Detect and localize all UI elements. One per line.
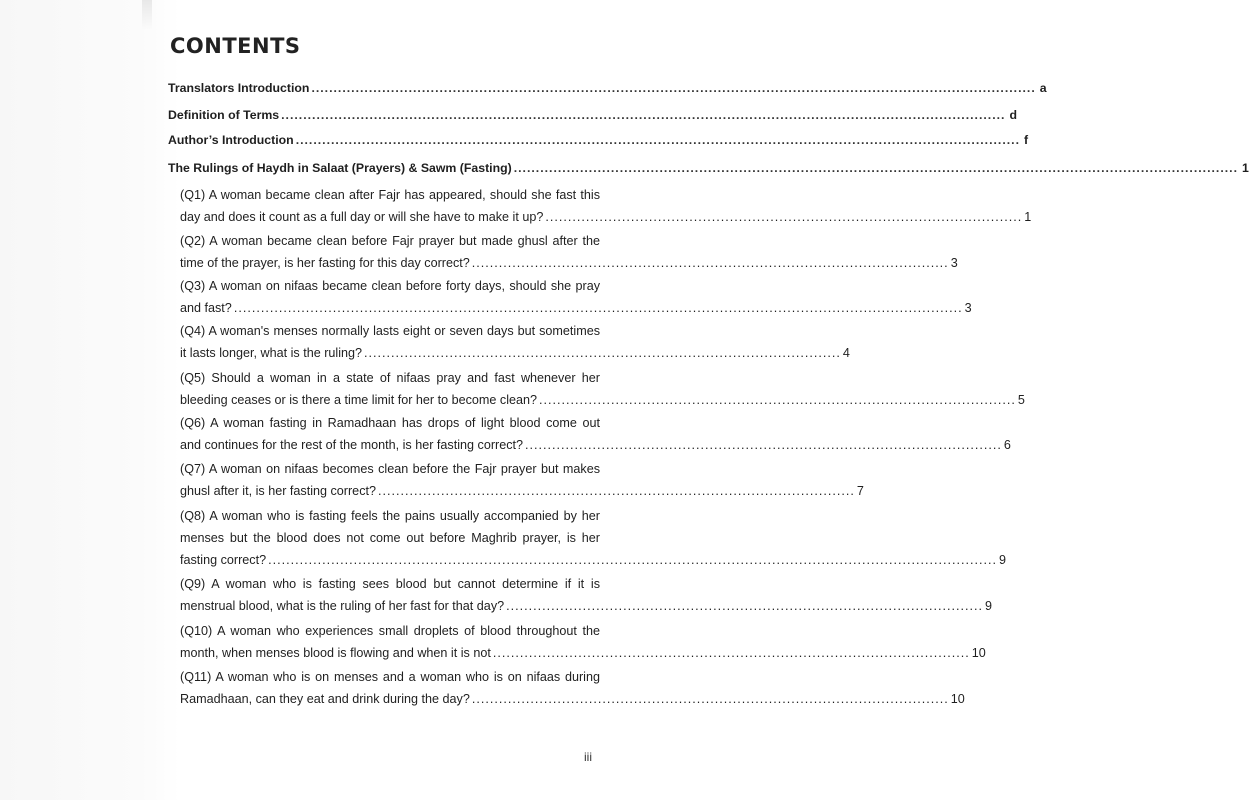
toc-entry-rulings-of-haydh <box>168 157 1249 179</box>
toc-question-q11 <box>180 666 965 710</box>
question-last-line <box>180 434 1011 456</box>
toc-page-number: 9 <box>985 599 993 613</box>
question-line: (Q8) A woman who is fasting feels the pains usually accompanied by her <box>180 509 600 523</box>
question-line: (Q1) A woman became clean after Fajr has appeared, should she fast this <box>180 188 600 202</box>
toc-page-number: 3 <box>950 256 958 270</box>
leader-dots: .......................................................................................................... <box>539 393 1016 407</box>
question-line: (Q6) A woman fasting in Ramadhaan has drops of light blood come out <box>180 416 600 430</box>
question-last-line <box>180 342 850 364</box>
leader-dots: .......................................................................................................... <box>525 438 1002 452</box>
question-last-line <box>180 480 864 502</box>
toc-entry-authors-introduction <box>168 129 1029 151</box>
toc-question-q7 <box>180 458 864 502</box>
toc-page-number: 10 <box>971 646 986 660</box>
page-edge-shadow <box>142 0 152 30</box>
question-last-line <box>180 595 993 617</box>
question-last-line <box>180 389 1025 411</box>
question-line-end: ghusl after it, is her fasting correct? <box>180 484 376 498</box>
question-line: (Q7) A woman on nifaas becomes clean before the Fajr prayer but makes <box>180 462 600 476</box>
question-line-end: menstrual blood, what is the ruling of her fast for that day? <box>180 599 505 613</box>
toc-page-number: a <box>1039 81 1047 95</box>
leader-dots: .................................................................................................................................................................... <box>281 108 1006 122</box>
leader-dots: .......................................................................................................... <box>471 256 949 270</box>
question-line: (Q10) A woman who experiences small droplets of blood throughout the <box>180 624 600 638</box>
leader-dots: .................................................................................................................................................................... <box>513 161 1239 175</box>
question-last-line <box>180 549 1006 571</box>
leader-dots: .......................................................................................................... <box>492 646 970 660</box>
toc-entry-definition-of-terms <box>168 104 1017 126</box>
leader-dots: .......................................................................................................... <box>471 692 949 706</box>
toc-question-q1 <box>180 184 1032 228</box>
toc-question-q8 <box>180 505 1006 571</box>
toc-question-q4 <box>180 320 850 364</box>
toc-question-q3 <box>180 275 972 319</box>
toc-page-number: 1 <box>1024 210 1032 224</box>
question-last-line <box>180 252 958 274</box>
leader-dots: .................................................................................................................................................................... <box>295 133 1020 147</box>
toc-page-number: f <box>1024 133 1029 147</box>
question-last-line <box>180 688 965 710</box>
question-line: (Q5) Should a woman in a state of nifaas pray and fast whenever her <box>180 371 600 385</box>
question-line: menses but the blood does not come out before Maghrib prayer, is her <box>180 531 600 545</box>
toc-page-number: 9 <box>998 553 1006 567</box>
leader-dots: .......................................................................................................... <box>545 210 1023 224</box>
leader-dots: .................................................................................................................................................................. <box>268 553 997 567</box>
question-last-line <box>180 206 1032 228</box>
leader-dots: .................................................................................................................................................................. <box>233 301 963 315</box>
question-line-end: and continues for the rest of the month, is her fasting correct? <box>180 438 524 452</box>
question-line: (Q9) A woman who is fasting sees blood but cannot determine if it is <box>180 577 600 591</box>
toc-question-q9 <box>180 573 993 617</box>
question-line: (Q4) A woman's menses normally lasts eight or seven days but sometimes <box>180 324 600 338</box>
question-line-end: Ramadhaan, can they eat and drink during the day? <box>180 692 470 706</box>
toc-page-number: 3 <box>964 301 972 315</box>
toc-entry-label: Definition of Terms <box>168 108 280 122</box>
toc-entry-label: Translators Introduction <box>168 81 310 95</box>
toc-question-q6 <box>180 412 1011 456</box>
toc-page-number: 7 <box>856 484 864 498</box>
question-line: (Q2) A woman became clean before Fajr prayer but made ghusl after the <box>180 234 600 248</box>
question-line-end: month, when menses blood is flowing and when it is not <box>180 646 491 660</box>
toc-entry-translators-introduction <box>168 77 1047 99</box>
leader-dots: .......................................................................................................... <box>364 346 841 360</box>
toc-question-q2 <box>180 230 958 274</box>
question-last-line <box>180 297 972 319</box>
question-line: (Q3) A woman on nifaas became clean before forty days, should she pray <box>180 279 600 293</box>
question-line-end: bleeding ceases or is there a time limit for her to become clean? <box>180 393 538 407</box>
question-last-line <box>180 642 986 664</box>
question-line: (Q11) A woman who is on menses and a woman who is on nifaas during <box>180 670 600 684</box>
question-line-end: it lasts longer, what is the ruling? <box>180 346 363 360</box>
toc-question-q10 <box>180 620 986 664</box>
toc-page-number: 6 <box>1003 438 1011 452</box>
question-line-end: fasting correct? <box>180 553 267 567</box>
toc-entry-label: Author’s Introduction <box>168 133 294 147</box>
toc-entry-label: The Rulings of Haydh in Salaat (Prayers) & Sawm (Fasting) <box>168 161 512 175</box>
leader-dots: .......................................................................................................... <box>506 599 984 613</box>
leader-dots: .......................................................................................................... <box>378 484 855 498</box>
question-line-end: day and does it count as a full day or will she have to make it up? <box>180 210 544 224</box>
toc-page-number: 5 <box>1017 393 1025 407</box>
toc-page-number: 10 <box>950 692 965 706</box>
toc-page-number: 4 <box>842 346 850 360</box>
toc-page-number: d <box>1009 108 1017 122</box>
question-line-end: time of the prayer, is her fasting for this day correct? <box>180 256 470 270</box>
leader-dots: .................................................................................................................................................................... <box>311 81 1036 95</box>
question-line-end: and fast? <box>180 301 232 315</box>
toc-page-number: 1 <box>1242 161 1249 175</box>
page-title: CONTENTS <box>170 34 301 58</box>
toc-question-q5 <box>180 367 1025 411</box>
page-folio-number: iii <box>584 750 592 764</box>
